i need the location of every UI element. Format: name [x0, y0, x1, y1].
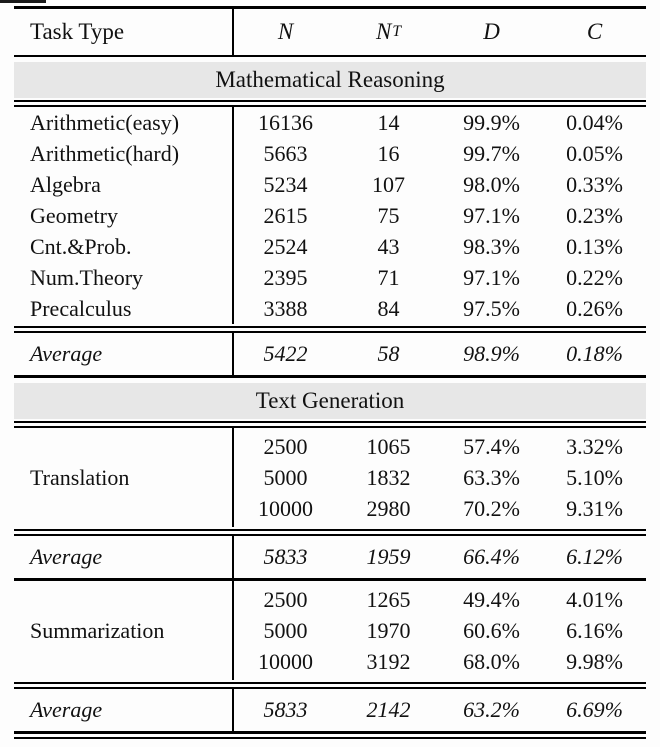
header-col-d: D — [483, 19, 500, 44]
cell-d: 63.3% — [463, 464, 520, 490]
cell-nt: 1970 — [366, 617, 411, 643]
table-row — [234, 615, 646, 646]
cell-c: 0.26% — [566, 295, 623, 321]
cell-n: 5833 — [263, 697, 308, 722]
cell-n: 5833 — [263, 544, 308, 569]
cell-nt: 2142 — [366, 697, 411, 722]
table-row — [234, 584, 646, 615]
header-nt-subscript: T — [392, 23, 402, 40]
bottom-rule-thick — [14, 731, 646, 734]
cell-c: 0.18% — [566, 341, 623, 366]
band-double-rule — [14, 419, 646, 428]
group-translation — [14, 428, 646, 527]
cell-d: 63.2% — [463, 697, 520, 722]
rule-line — [14, 682, 646, 684]
cell-n: 2615 — [263, 202, 308, 228]
cell-c: 9.31% — [566, 495, 623, 521]
section-band-mathematical-reasoning: Mathematical Reasoning — [14, 62, 646, 98]
cell-c: 6.12% — [566, 544, 623, 569]
cell-d: 68.0% — [463, 648, 520, 674]
rule-line — [14, 529, 646, 531]
cell-nt: 71 — [377, 264, 400, 290]
row-label: Num.Theory — [30, 264, 144, 290]
row-label: Arithmetic(easy) — [30, 109, 180, 135]
cell-nt: 16 — [377, 140, 400, 166]
cell-n: 2500 — [263, 433, 308, 459]
row-label: Average — [30, 697, 103, 722]
cell-d: 99.7% — [463, 140, 520, 166]
cell-n: 2395 — [263, 264, 308, 290]
cell-d: 97.1% — [463, 202, 520, 228]
cell-n: 5234 — [263, 171, 308, 197]
cell-nt: 84 — [377, 295, 400, 321]
header-task-type: Task Type — [30, 19, 125, 44]
cell-nt: 14 — [377, 109, 400, 135]
row-label: Average — [30, 544, 103, 569]
cell-c: 3.32% — [566, 433, 623, 459]
cell-c: 6.69% — [566, 697, 623, 722]
cell-c: 0.23% — [566, 202, 623, 228]
table-row — [14, 293, 646, 324]
cell-n: 16136 — [258, 109, 313, 135]
header-col-nt — [337, 9, 440, 55]
cell-n: 10000 — [258, 495, 313, 521]
cell-c: 0.22% — [566, 264, 623, 290]
cell-n: 5000 — [263, 464, 308, 490]
cell-n: 5422 — [263, 341, 308, 366]
header-numeric-cells — [232, 9, 646, 55]
header-col-c: C — [586, 19, 603, 44]
row-label: Cnt.&Prob. — [30, 233, 132, 259]
average-row — [14, 333, 646, 375]
cell-n: 2500 — [263, 586, 308, 612]
cell-d: 66.4% — [463, 544, 520, 569]
table-row — [234, 431, 646, 462]
pre-average-double-rule — [14, 680, 646, 689]
row-label: Average — [30, 341, 103, 366]
table-row — [14, 107, 646, 138]
cell-d: 60.6% — [463, 617, 520, 643]
section-band-text-generation: Text Generation — [14, 383, 646, 419]
table-row — [14, 169, 646, 200]
cell-n: 10000 — [258, 648, 313, 674]
cell-n: 5000 — [263, 617, 308, 643]
table-row — [14, 138, 646, 169]
pre-average-double-rule — [14, 324, 646, 333]
header-bottom-rule — [14, 55, 646, 57]
rule-line — [14, 326, 646, 328]
cell-nt: 43 — [377, 233, 400, 259]
table-row — [234, 646, 646, 677]
cell-n: 3388 — [263, 295, 308, 321]
cell-d: 49.4% — [463, 586, 520, 612]
cell-c: 0.04% — [566, 109, 623, 135]
cell-d: 97.1% — [463, 264, 520, 290]
table-row — [14, 231, 646, 262]
cell-nt: 58 — [377, 341, 400, 366]
cell-d: 97.5% — [463, 295, 520, 321]
table-row — [14, 262, 646, 293]
header-nt-base: N — [375, 19, 392, 44]
row-label: Arithmetic(hard) — [30, 140, 180, 166]
cell-nt: 107 — [372, 171, 405, 197]
cell-c: 0.13% — [566, 233, 623, 259]
cell-n: 2524 — [263, 233, 308, 259]
cell-d: 70.2% — [463, 495, 520, 521]
rule-line — [14, 421, 646, 423]
cell-c: 6.16% — [566, 617, 623, 643]
bottom-rule-thin — [14, 737, 646, 739]
table-row — [234, 493, 646, 524]
table-row — [234, 462, 646, 493]
average-row — [14, 536, 646, 578]
cell-d: 99.9% — [463, 109, 520, 135]
group-summarization — [14, 581, 646, 680]
cell-nt: 1832 — [366, 464, 411, 490]
group-label: Summarization — [30, 617, 165, 643]
cell-nt: 2980 — [366, 495, 411, 521]
cell-c: 9.98% — [566, 648, 623, 674]
row-label: Algebra — [30, 171, 101, 197]
cell-nt: 3192 — [366, 648, 411, 674]
cell-nt: 1959 — [366, 544, 411, 569]
cell-d: 98.9% — [463, 341, 520, 366]
table-row — [14, 200, 646, 231]
cell-c: 4.01% — [566, 586, 623, 612]
cell-nt: 1265 — [366, 586, 411, 612]
pre-average-double-rule — [14, 527, 646, 536]
cell-d: 98.0% — [463, 171, 520, 197]
cell-d: 98.3% — [463, 233, 520, 259]
cell-d: 57.4% — [463, 433, 520, 459]
average-row — [14, 689, 646, 731]
header-col-n: N — [277, 19, 294, 44]
section-end-rule — [14, 375, 646, 378]
band-double-rule — [14, 98, 646, 107]
table-header-row — [14, 9, 646, 55]
cell-c: 0.05% — [566, 140, 623, 166]
cell-nt: 1065 — [366, 433, 411, 459]
row-label: Precalculus — [30, 295, 132, 321]
cell-nt: 75 — [377, 202, 400, 228]
group-label: Translation — [30, 464, 130, 490]
rule-line — [14, 100, 646, 102]
cell-c: 5.10% — [566, 464, 623, 490]
cell-n: 5663 — [263, 140, 308, 166]
cell-c: 0.33% — [566, 171, 623, 197]
row-label: Geometry — [30, 202, 118, 228]
